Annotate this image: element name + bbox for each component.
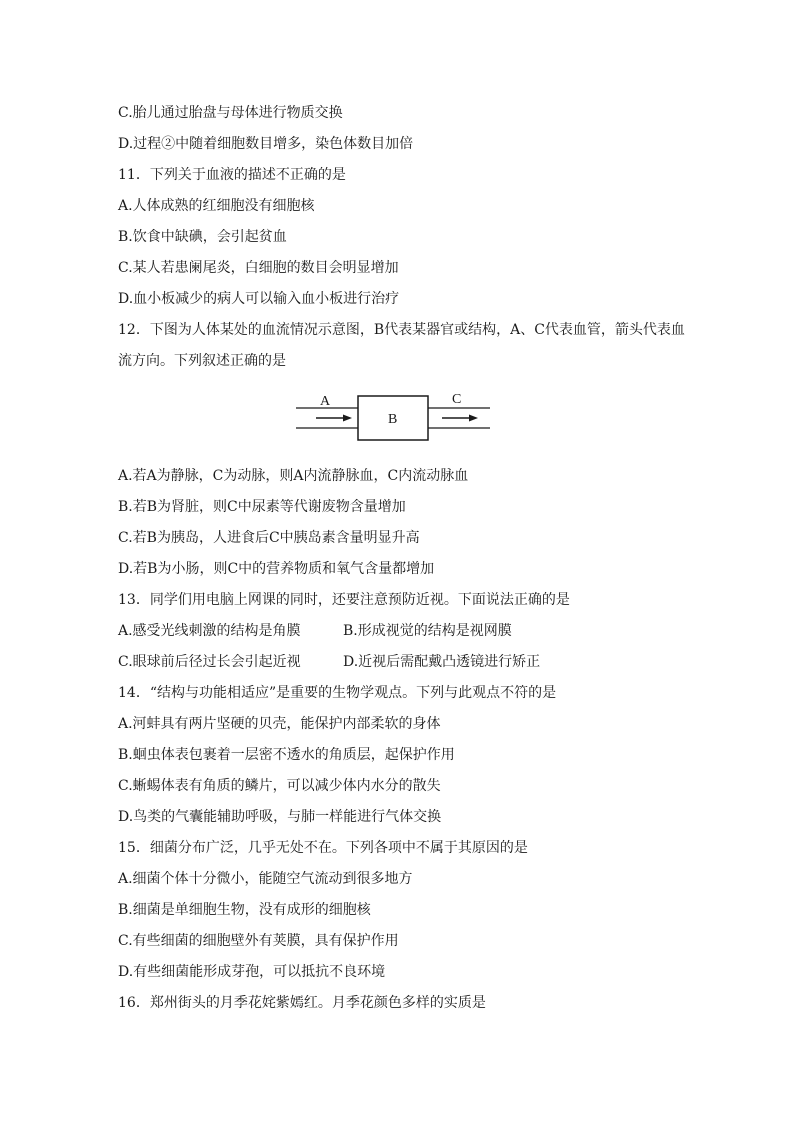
q13-option-b: B.形成视觉的结构是视网膜: [343, 623, 512, 639]
q14-option-d: D.鸟类的气囊能辅助呼吸，与肺一样能进行气体交换: [118, 809, 442, 825]
q12-option-c: C.若B为胰岛，人进食后C中胰岛素含量明显升高: [118, 530, 420, 546]
q15-stem: 15．细菌分布广泛，几乎无处不在。下列各项中不属于其原因的是: [118, 840, 528, 856]
q12-option-d: D.若B为小肠，则C中的营养物质和氧气含量都增加: [118, 561, 435, 577]
q12-stem-line1: 12．下图为人体某处的血流情况示意图，B代表某器官或结构，A、C代表血管，箭头代表血: [118, 322, 685, 338]
blood-flow-diagram: [296, 390, 490, 444]
q14-option-b: B.蛔虫体表包裹着一层密不透水的角质层，起保护作用: [118, 747, 455, 763]
q13-option-a: A.感受光线刺激的结构是角膜: [118, 623, 301, 639]
q16-stem: 16．郑州街头的月季花姹紫嫣红。月季花颜色多样的实质是: [118, 995, 486, 1011]
q11-option-a: A.人体成熟的红细胞没有细胞核: [118, 198, 315, 214]
q13-stem: 13．同学们用电脑上网课的同时，还要注意预防近视。下面说法正确的是: [118, 592, 570, 608]
label-b: B: [388, 412, 398, 427]
q12-option-a: A.若A为静脉，C为动脉，则A内流静脉血，C内流动脉血: [118, 468, 469, 484]
q14-option-a: A.河蚌具有两片坚硬的贝壳，能保护内部柔软的身体: [118, 716, 441, 732]
arrow-c-icon: [469, 415, 478, 422]
q10-option-d: D.过程②中随着细胞数目增多，染色体数目加倍: [118, 136, 414, 152]
q11-option-d: D.血小板减少的病人可以输入血小板进行治疗: [118, 291, 400, 307]
q11-option-b: B.饮食中缺碘，会引起贫血: [118, 229, 287, 245]
label-a: A: [320, 394, 331, 409]
label-c: C: [452, 392, 462, 407]
q10-option-c: C.胎儿通过胎盘与母体进行物质交换: [118, 105, 343, 121]
q11-option-c: C.某人若患阑尾炎，白细胞的数目会明显增加: [118, 260, 399, 276]
arrow-a-icon: [343, 415, 352, 422]
q11-stem: 11．下列关于血液的描述不正确的是: [118, 167, 346, 183]
q15-option-b: B.细菌是单细胞生物，没有成形的细胞核: [118, 902, 371, 918]
q15-option-c: C.有些细菌的细胞壁外有荚膜，具有保护作用: [118, 933, 399, 949]
q14-stem: 14．“结构与功能相适应”是重要的生物学观点。下列与此观点不符的是: [118, 685, 557, 701]
q14-option-c: C.蜥蜴体表有角质的鳞片，可以减少体内水分的散失: [118, 778, 441, 794]
q13-option-c: C.眼球前后径过长会引起近视: [118, 654, 301, 670]
q13-option-d: D.近视后需配戴凸透镜进行矫正: [343, 654, 541, 670]
q12-option-b: B.若B为肾脏，则C中尿素等代谢废物含量增加: [118, 499, 406, 515]
q12-stem-line2: 流方向。下列叙述正确的是: [118, 353, 286, 369]
q15-option-d: D.有些细菌能形成芽孢，可以抵抗不良环境: [118, 964, 386, 980]
q15-option-a: A.细菌个体十分微小，能随空气流动到很多地方: [118, 871, 413, 887]
